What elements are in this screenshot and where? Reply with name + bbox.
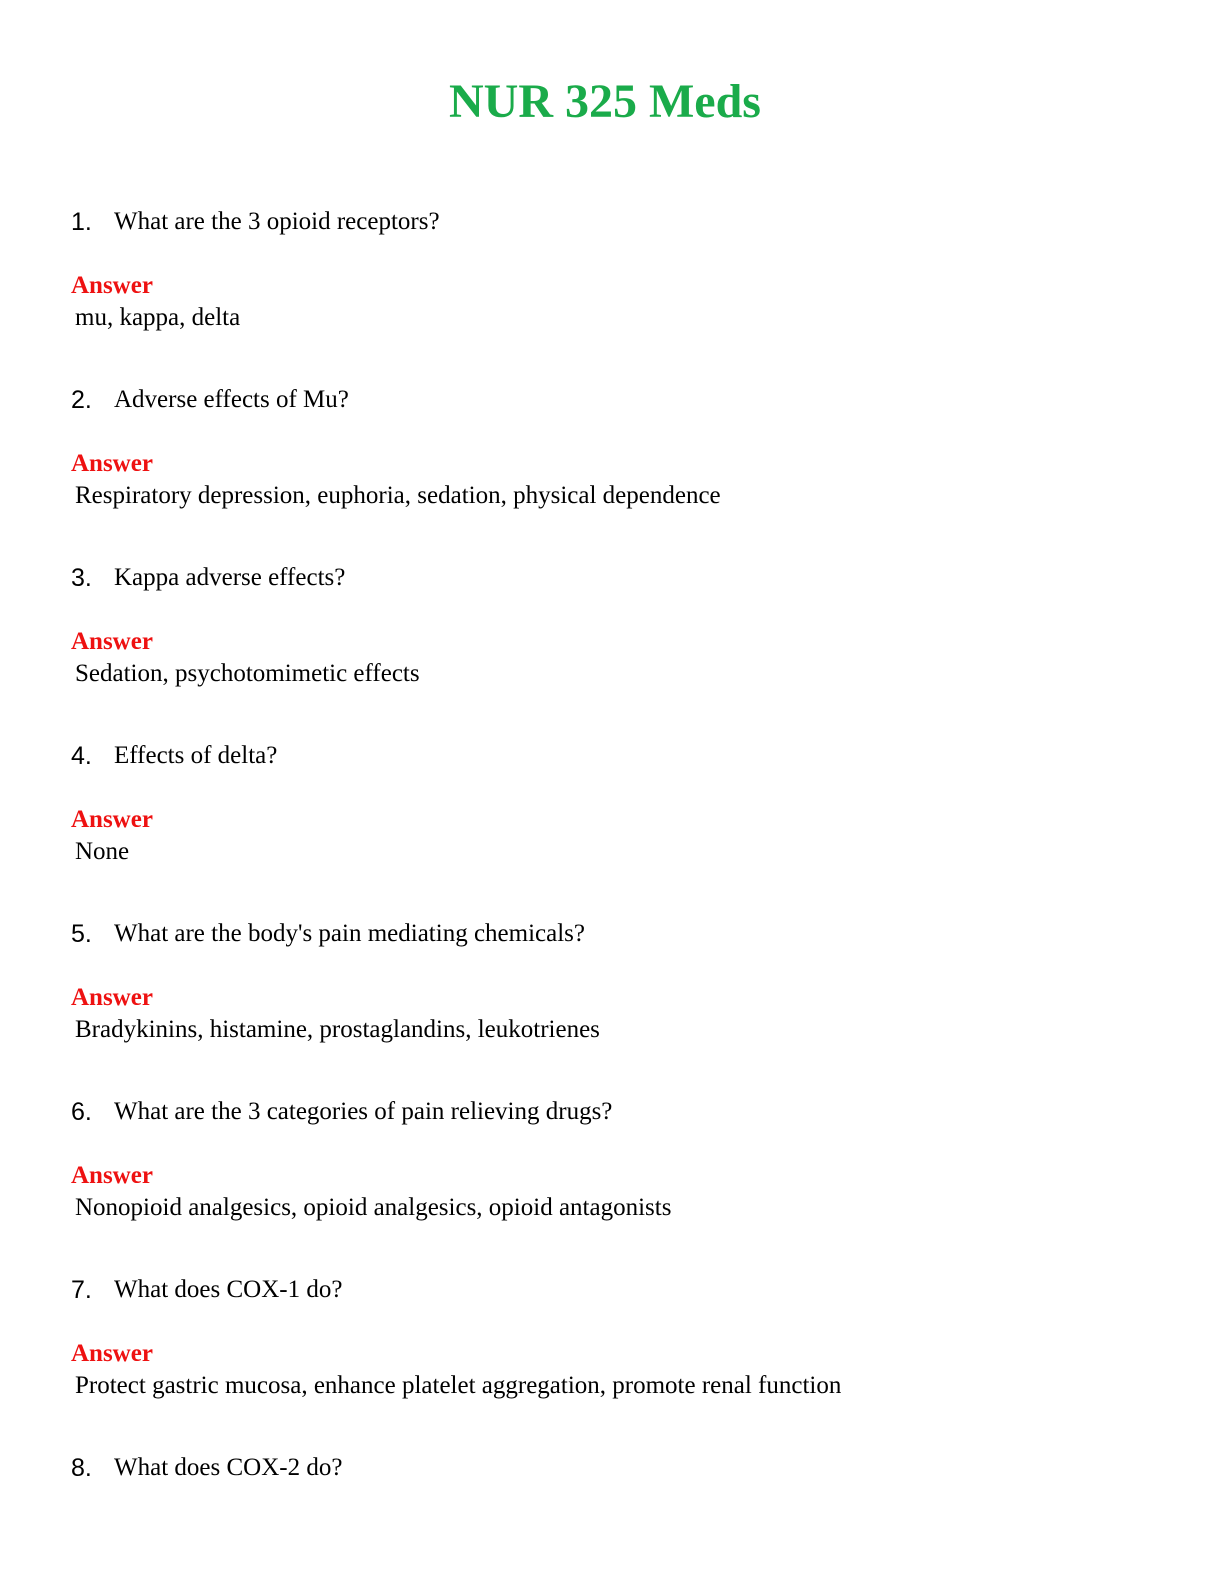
answer-label: Answer bbox=[71, 1340, 153, 1367]
answer-label: Answer bbox=[71, 806, 153, 833]
question-text: Effects of delta? bbox=[114, 742, 278, 769]
answer-label: Answer bbox=[71, 984, 153, 1011]
question bbox=[71, 918, 1171, 952]
answer-text: Protect gastric mucosa, enhance platelet aggregation, promote renal function bbox=[75, 1372, 842, 1399]
question-text: What are the body's pain mediating chemicals? bbox=[114, 920, 585, 947]
question-number: 4. bbox=[71, 742, 92, 770]
question-text: Adverse effects of Mu? bbox=[114, 386, 349, 413]
answer-label: Answer bbox=[71, 272, 153, 299]
question bbox=[71, 1096, 1171, 1130]
question-number: 7. bbox=[71, 1276, 92, 1304]
answer-label: Answer bbox=[71, 1162, 153, 1189]
question bbox=[71, 384, 1171, 418]
answer-label: Answer bbox=[71, 450, 153, 477]
question-text: What does COX-1 do? bbox=[114, 1276, 343, 1303]
question bbox=[71, 1274, 1171, 1308]
qa-item-2 bbox=[71, 384, 1171, 509]
question-text: What are the 3 opioid receptors? bbox=[114, 208, 440, 235]
question-number: 3. bbox=[71, 564, 92, 592]
question-number: 8. bbox=[71, 1454, 92, 1482]
qa-item-5 bbox=[71, 918, 1171, 1043]
question-number: 1. bbox=[71, 208, 92, 236]
question-number: 6. bbox=[71, 1098, 92, 1126]
question bbox=[71, 206, 1171, 240]
answer-text: Respiratory depression, euphoria, sedation, physical dependence bbox=[75, 482, 721, 509]
answer-text: Nonopioid analgesics, opioid analgesics, opioid antagonists bbox=[75, 1194, 672, 1221]
answer-text: Sedation, psychotomimetic effects bbox=[75, 660, 420, 687]
question-number: 5. bbox=[71, 920, 92, 948]
qa-item-6 bbox=[71, 1096, 1171, 1221]
answer-label: Answer bbox=[71, 628, 153, 655]
question bbox=[71, 1452, 1171, 1486]
page-title: NUR 325 Meds bbox=[449, 75, 761, 128]
question-number: 2. bbox=[71, 386, 92, 414]
qa-item-7 bbox=[71, 1274, 1171, 1399]
question-text: What does COX-2 do? bbox=[114, 1454, 343, 1481]
answer-text: None bbox=[75, 838, 130, 865]
answer-text: mu, kappa, delta bbox=[75, 304, 241, 331]
question-text: Kappa adverse effects? bbox=[114, 564, 346, 591]
qa-item-4 bbox=[71, 740, 1171, 865]
question bbox=[71, 562, 1171, 596]
answer-text: Bradykinins, histamine, prostaglandins, leukotrienes bbox=[75, 1016, 600, 1043]
qa-item-3 bbox=[71, 562, 1171, 687]
question-text: What are the 3 categories of pain relieving drugs? bbox=[114, 1098, 613, 1125]
qa-item-1 bbox=[71, 206, 1171, 331]
question bbox=[71, 740, 1171, 774]
qa-item-8 bbox=[71, 1452, 1171, 1486]
